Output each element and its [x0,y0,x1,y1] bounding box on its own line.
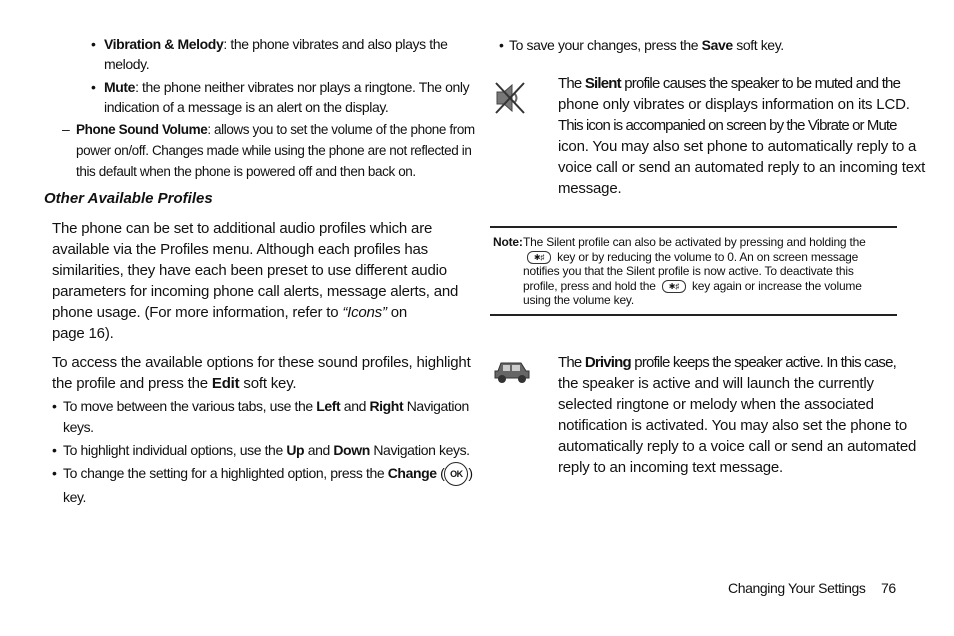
para-line: the profile and press the [52,375,212,392]
bullet-dot: • [91,79,96,95]
dash-item-line3: this default when the phone is powered off and then back on. [76,164,416,179]
para-line: automatically reply to a voice call or send an automated [558,438,917,455]
right-key-label: Right [369,398,404,414]
bullet-text: To move between the various tabs, use the [63,398,317,414]
footer-section-title: Changing Your Settings [728,580,866,596]
note-bottom-rule [490,314,897,316]
link-icons[interactable]: “Icons” [342,304,387,321]
bullet-text: To save your changes, press the [509,37,702,53]
sub-bullet-text: : the phone neither vibrates nor plays a ringtone. The only [135,79,470,95]
para-line: parameters for incoming phone call alerts, message alerts, and [52,283,459,300]
dash-item-line2: power on/off. Changes made while using the phone are not reflected in [76,143,472,158]
sub-bullet-vibration-melody [104,34,447,74]
star-key-icon: ✱♯ [527,251,551,264]
para-line: soft key. [239,375,297,392]
up-key-label: Up [286,442,305,458]
sub-bullet-cont: indication of a message is an alert on the display. [104,99,389,115]
star-key-icon: ✱♯ [662,280,686,293]
ok-key-icon: OK [444,462,468,486]
bullet-dot: • [52,398,57,414]
para-line: similarities, they have each been preset to use different audio [52,262,447,279]
para-line: page 16). [52,325,114,342]
para-line: message. [558,180,622,197]
para-line: The phone can be set to additional audio profiles which are [52,220,433,237]
bullet-dot: • [52,465,57,481]
bullet-text: To change the setting for a highlighted option, press the [63,465,388,481]
bullet-dot: • [499,37,504,53]
note-top-rule [490,226,897,228]
term-silent: Silent [584,75,621,92]
para-line: selected ringtone or melody when the associated [558,396,874,413]
silent-profile-icon [493,80,527,116]
section-heading: Other Available Profiles [44,190,213,207]
note-line: key or by reducing the volume to 0. An on screen message [557,249,859,264]
note-line: profile, press and hold the [523,278,656,293]
bullet-text: key. [63,489,87,506]
bullet-change [63,462,473,508]
left-key-label: Left [316,398,341,414]
silent-profile-description [558,73,925,199]
note-line: key again or increase the volume [691,278,862,293]
bullet-text: To highlight individual options, use the [63,442,287,458]
bullet-text: and [304,442,334,458]
bullet-text: soft key. [732,37,784,53]
note-line: The Silent profile can also be activated by pressing and holding the [523,235,866,249]
bullet-text: Navigation keys. [369,442,470,458]
para-text: The [558,354,585,371]
term-phone-sound-volume: Phone Sound Volume [76,122,208,137]
bullet-text: Navigation [403,398,469,414]
para-line: phone only vibrates or displays information on its LCD. [558,96,910,113]
note-label: Note: [493,235,523,249]
change-key-label: Change [387,465,437,481]
bullet-dot: • [91,36,96,52]
term-driving: Driving [584,354,631,371]
edit-key-label: Edit [211,375,240,392]
page-number: 76 [881,580,896,596]
bullet-options [63,440,470,460]
para-text: The [558,75,585,92]
para-line: on [386,304,408,321]
bullet-save [509,35,784,55]
para-line: To access the available options for these sound profiles, highlight [52,354,471,371]
para-text: profile keeps the speaker active. In this case, [630,354,897,371]
bullet-text: and [340,398,370,414]
para-text: profile causes the speaker to be muted and the [620,75,901,92]
term-vibration-melody: Vibration & Melody [104,36,224,52]
para-line: reply to an incoming text message. [558,459,783,476]
para-line: phone usage. (For more information, refer to [52,304,343,321]
para-line: notification is activated. You may also set the phone to [558,417,908,434]
dash-marker: – [62,121,70,137]
dash-item-phone-sound-volume [76,119,475,182]
para-line: available via the Profiles menu. Although each profiles has [52,241,428,258]
note-body [523,235,866,308]
note-line: notifies you that the Silent profile is now active. To deactivate this [523,264,854,278]
term-mute: Mute [104,79,136,95]
note-line: using the volume key. [523,293,634,307]
bullet-text: ( [436,465,445,481]
bullet-text: ) [468,465,473,481]
para-line: the speaker is active and will launch the currently [558,375,874,392]
sub-bullet-mute [104,77,469,117]
paragraph-access-options [52,352,471,394]
bullet-tabs [63,396,469,438]
car-icon [493,360,531,384]
bullet-text: keys. [63,419,94,435]
save-key-label: Save [701,37,733,53]
down-key-label: Down [333,442,370,458]
sub-bullet-cont: melody. [104,56,150,72]
dash-item-text: : allows you to set the volume of the phone from [207,122,475,137]
bullet-dot: • [52,442,57,458]
para-line: icon. You may also set phone to automatically reply to a [558,138,917,155]
driving-profile-description [558,352,916,478]
paragraph-profiles [52,218,458,344]
sub-bullet-text: : the phone vibrates and also plays the [223,36,448,52]
para-line: This icon is accompanied on screen by the Vibrate or Mute [558,117,897,134]
para-line: voice call or send an automated reply to an incoming text [558,159,926,176]
